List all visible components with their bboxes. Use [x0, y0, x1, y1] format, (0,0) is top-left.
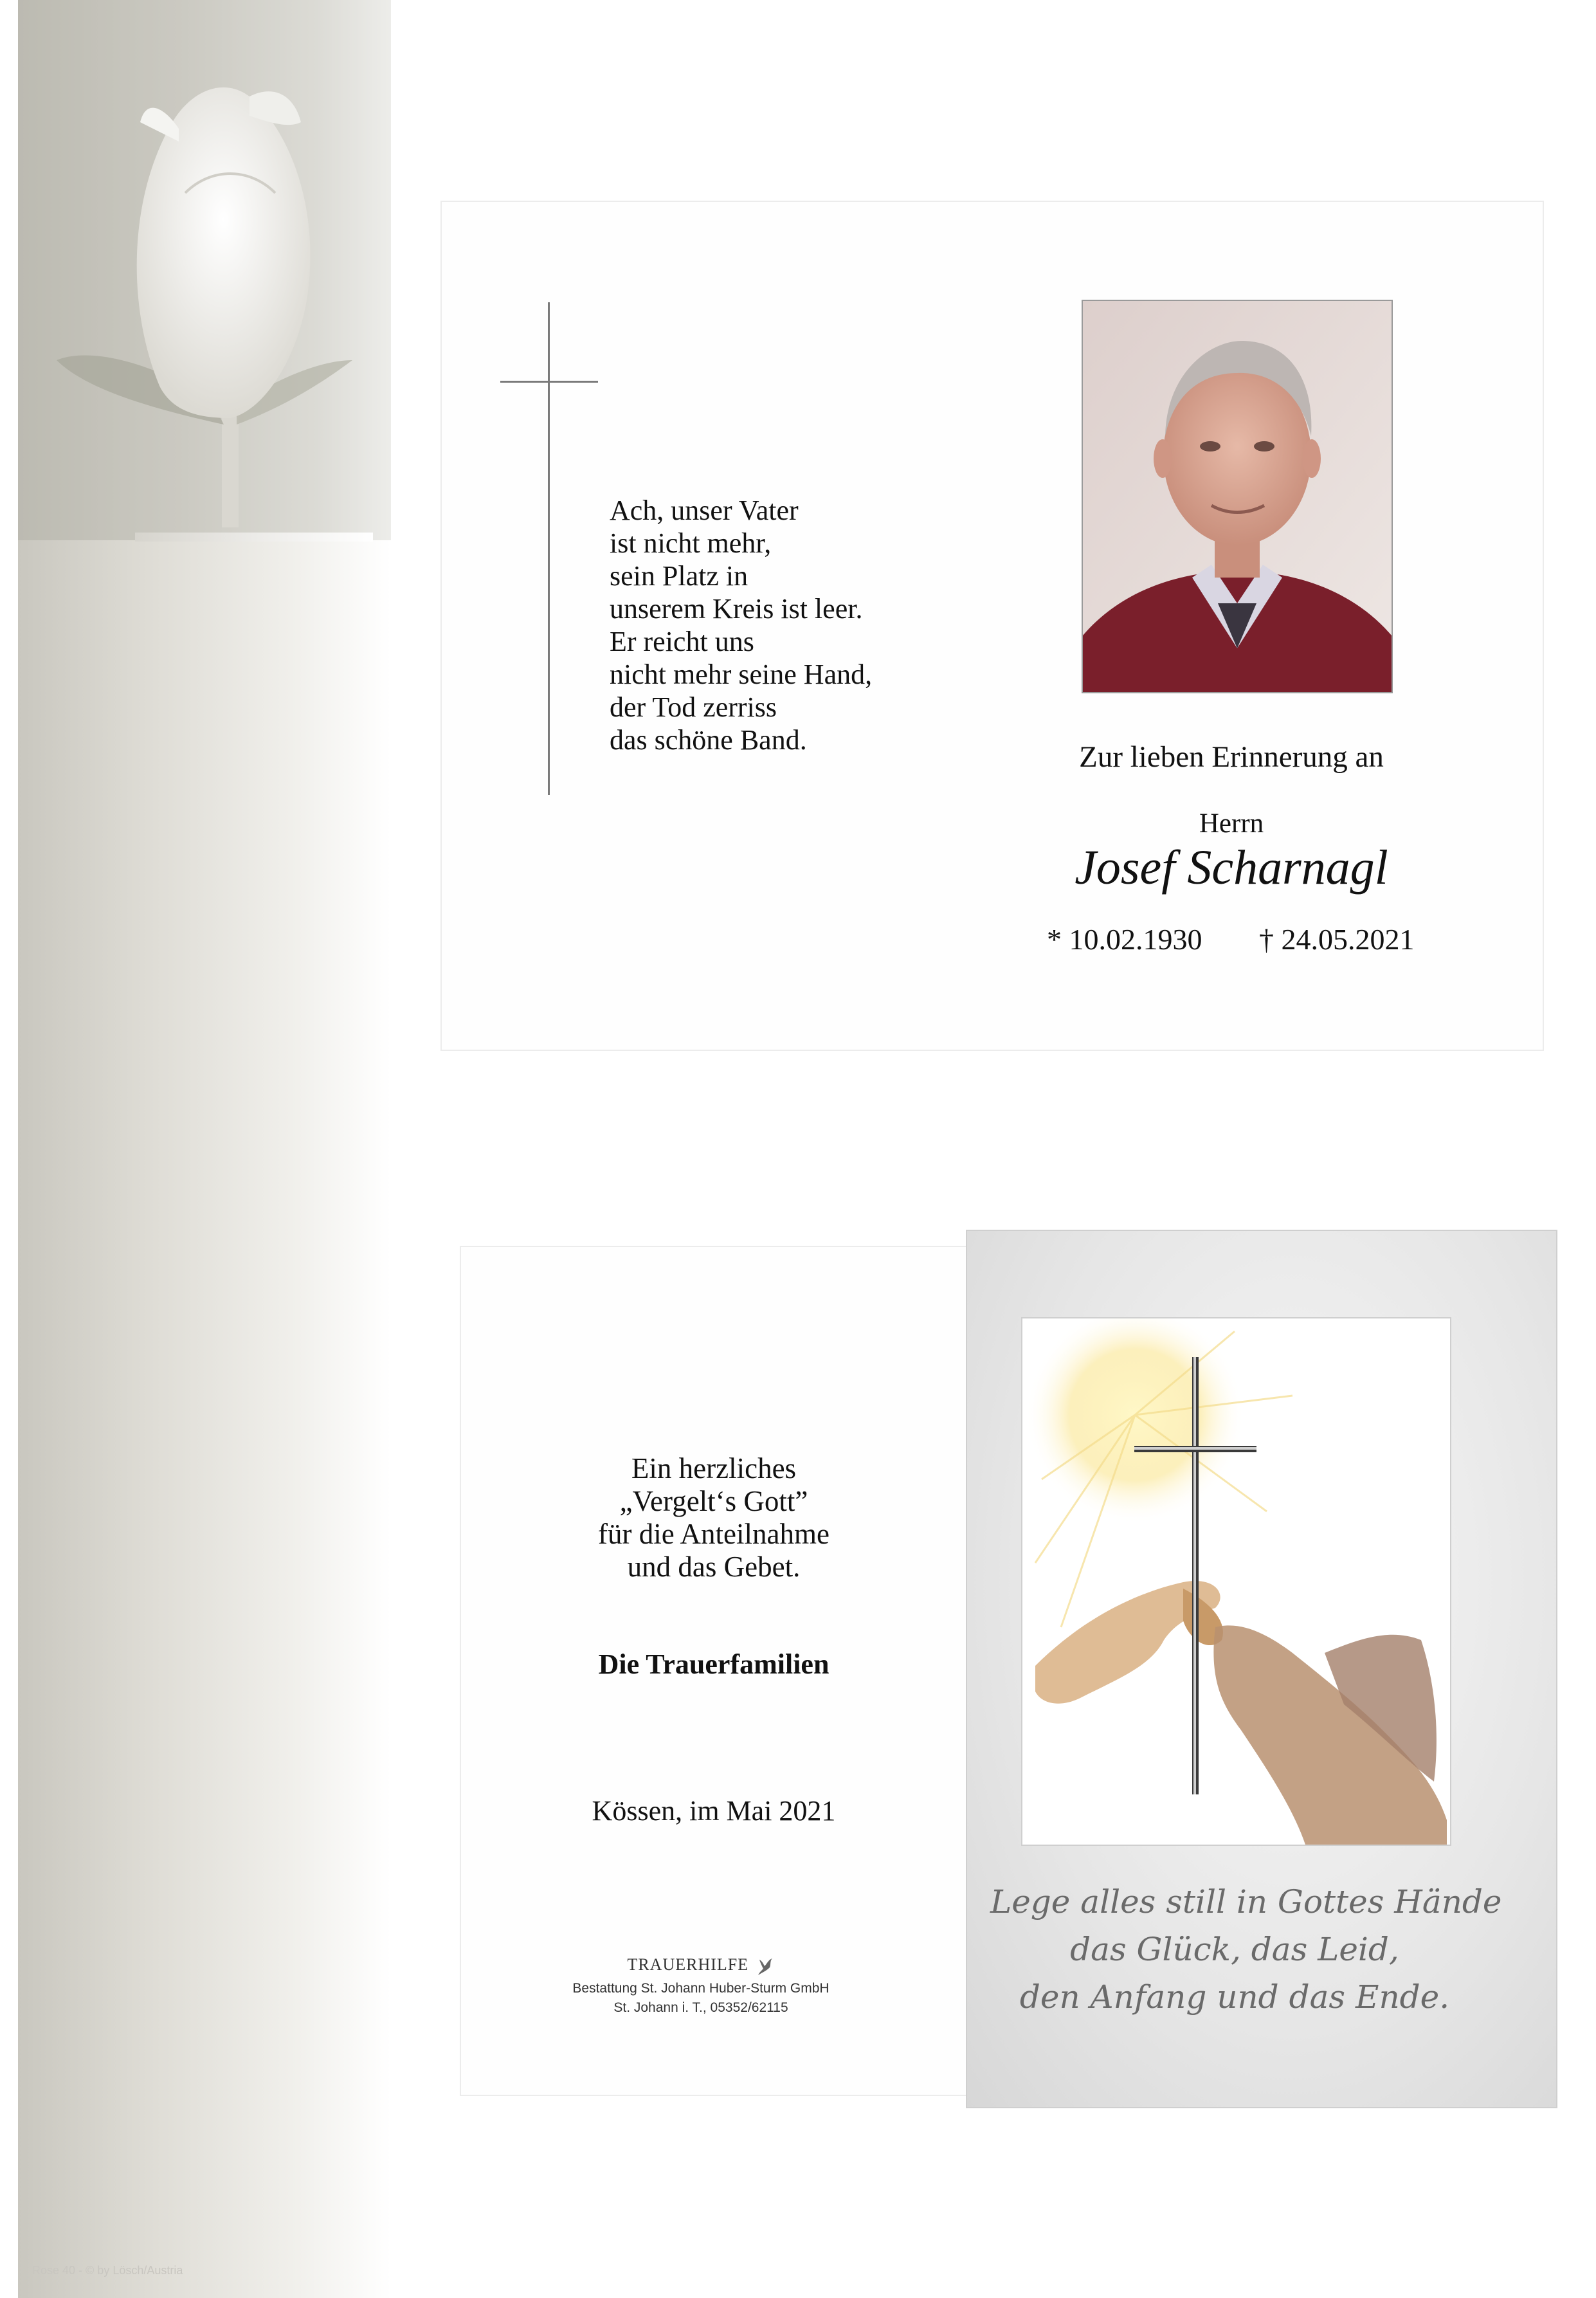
memory-line: Zur lieben Erinnerung an	[1079, 740, 1384, 774]
thanks-line: und das Gebet.	[627, 1551, 801, 1583]
thanks-message	[508, 1452, 920, 1583]
funeral-home-contact: St. Johann i. T., 05352/62115	[613, 2000, 788, 2015]
death-date: † 24.05.2021	[1259, 923, 1415, 956]
funeral-home-company: Bestattung St. Johann Huber-Sturm GmbH	[572, 1980, 830, 1996]
poem-line: der Tod zerriss	[610, 691, 777, 723]
rose-shelf	[135, 533, 373, 542]
image-credit: Rose 40 - © by Lösch/Austria	[32, 2264, 183, 2277]
rose-image	[18, 0, 391, 540]
poem-line: sein Platz in	[610, 560, 748, 592]
poem-line: unserem Kreis ist leer.	[610, 593, 863, 625]
hands-cross-artwork	[1021, 1317, 1451, 1846]
poem-line: das schöne Band.	[610, 724, 807, 756]
verse-line: Lege alles still in Gottes Hände	[990, 1883, 1502, 1920]
latin-cross-beam	[500, 381, 598, 383]
poem-line: Ach, unser Vater	[610, 495, 799, 526]
thanks-line: Ein herzliches	[631, 1452, 797, 1484]
signature: Die Trauerfamilien	[598, 1648, 830, 1680]
memorial-poem	[610, 494, 944, 756]
verse	[990, 1878, 1502, 2021]
funeral-home-info	[566, 1955, 836, 2018]
poem-line: ist nicht mehr,	[610, 527, 772, 559]
portrait-photo	[1082, 300, 1393, 693]
funeral-home-brand: TRAUERHILFE	[627, 1955, 749, 1974]
dove-icon	[756, 1956, 775, 1979]
deceased-name: Josef Scharnagl	[1075, 841, 1388, 895]
latin-cross-icon	[548, 302, 550, 795]
thanks-line: „Vergelt‘s Gott”	[619, 1485, 808, 1517]
verse-line: das Glück, das Leid,	[1070, 1931, 1399, 1968]
thanks-line: für die Anteilnahme	[598, 1518, 830, 1550]
verse-line: den Anfang und das Ende.	[1019, 1978, 1450, 2016]
birth-date: * 10.02.1930	[1047, 923, 1202, 956]
salutation: Herrn	[1199, 808, 1264, 839]
poem-line: Er reicht uns	[610, 626, 754, 657]
place-date: Kössen, im Mai 2021	[592, 1795, 836, 1827]
poem-line: nicht mehr seine Hand,	[610, 659, 873, 690]
